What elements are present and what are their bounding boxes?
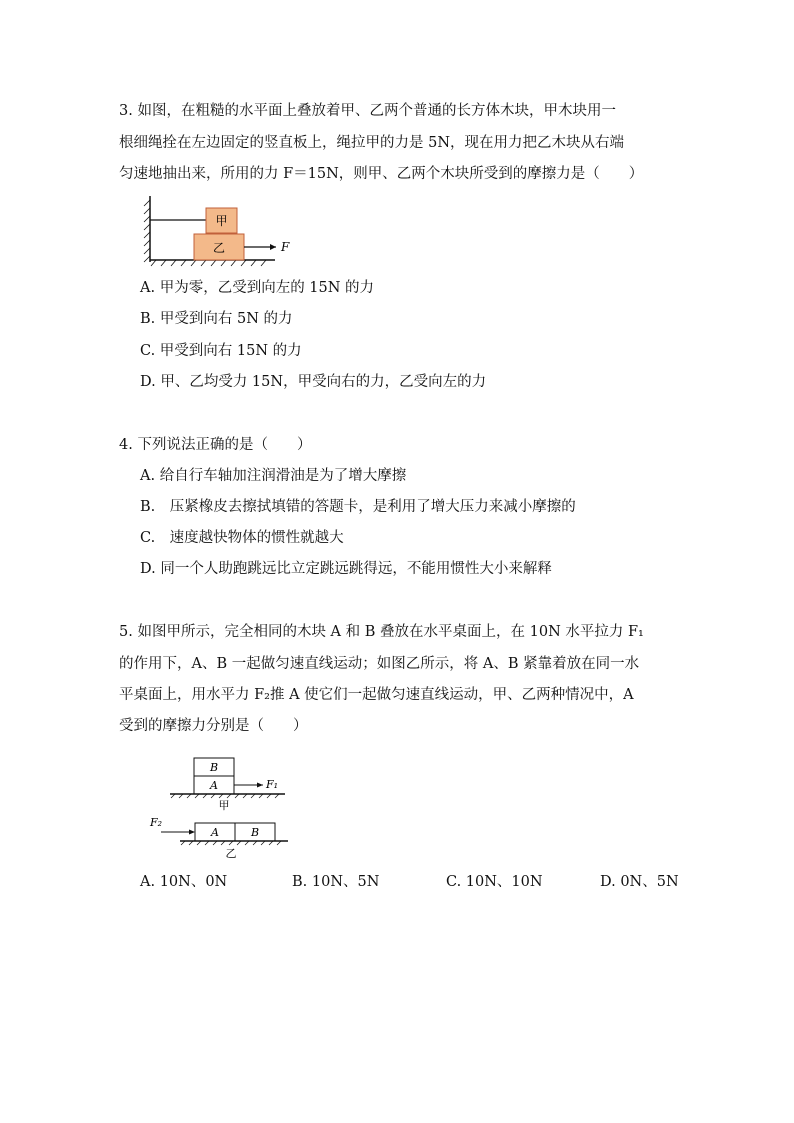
q4-option-d[interactable]: D. 同一个人助跑跳远比立定跳远跳得远，不能用惯性大小来解释 [140,561,552,577]
block-yi-label: 乙 [212,241,226,255]
q3-stem-line-2: 根细绳拴在左边固定的竖直板上，绳拉甲的力是 5N，现在用力把乙木块从右端 [119,135,625,151]
jia-force-label: F₁ [266,778,279,791]
force-arrowhead-icon [270,244,276,250]
jia-figure-label: 甲 [218,799,230,812]
q3-stem-line-1: 3. 如图，在粗糙的水平面上叠放着甲、乙两个普通的长方体木块，甲木块用一 [119,103,616,119]
q5-stem-line-3: 平桌面上，用水平力 F₂推 A 使它们一起做匀速直线运动，甲、乙两种情况中，A [119,687,634,703]
yi-force-arrowhead-icon [189,830,195,835]
q3-stem-line-3: 匀速地抽出来，所用的力 F＝15N，则甲、乙两个木块所受到的摩擦力是（ ） [119,166,644,182]
yi-block-a-label: A [211,826,219,839]
q3-option-d[interactable]: D. 甲、乙均受力 15N，甲受向右的力，乙受向左的力 [140,374,487,390]
yi-block-b-label: B [250,826,260,839]
q5-option-b[interactable]: B. 10N、5N [292,874,380,890]
q3-figure [140,194,300,269]
q3-option-a[interactable]: A. 甲为零，乙受到向左的 15N 的力 [140,280,375,296]
wall-hatch [144,200,150,262]
q4-option-a[interactable]: A. 给自行车轴加注润滑油是为了增大摩擦 [140,468,407,484]
ground-hatch [151,260,266,266]
block-jia-label: 甲 [215,214,228,228]
jia-force-arrowhead-icon [257,783,263,788]
q5-stem-line-1: 5. 如图甲所示，完全相同的木块 A 和 B 叠放在水平桌面上，在 10N 水平拉力 F₁ [119,624,644,640]
q5-option-c[interactable]: C. 10N、10N [446,874,543,890]
q5-option-d[interactable]: D. 0N、5N [600,874,679,890]
yi-figure-label: 乙 [225,847,237,860]
yi-force-label: F₂ [150,816,163,829]
force-label: F [281,240,290,254]
q4-stem: 4. 下列说法正确的是（ ） [119,437,312,453]
jia-block-b-label: B [209,761,219,774]
jia-block-a-label: A [210,779,218,792]
q5-option-a[interactable]: A. 10N、0N [140,874,228,890]
q3-option-b[interactable]: B. 甲受到向右 5N 的力 [140,311,293,327]
q4-option-b[interactable]: B. 压紧橡皮去擦拭填错的答题卡，是利用了增大压力来减小摩擦的 [140,499,576,515]
q5-stem-line-2: 的作用下，A、B 一起做匀速直线运动；如图乙所示，将 A、B 紧靠着放在同一水 [119,656,640,672]
q3-option-c[interactable]: C. 甲受到向右 15N 的力 [140,343,302,359]
q5-stem-line-4: 受到的摩擦力分别是（ ） [119,718,308,734]
q5-figure [145,752,305,862]
q4-option-c[interactable]: C. 速度越快物体的惯性就越大 [140,530,344,546]
